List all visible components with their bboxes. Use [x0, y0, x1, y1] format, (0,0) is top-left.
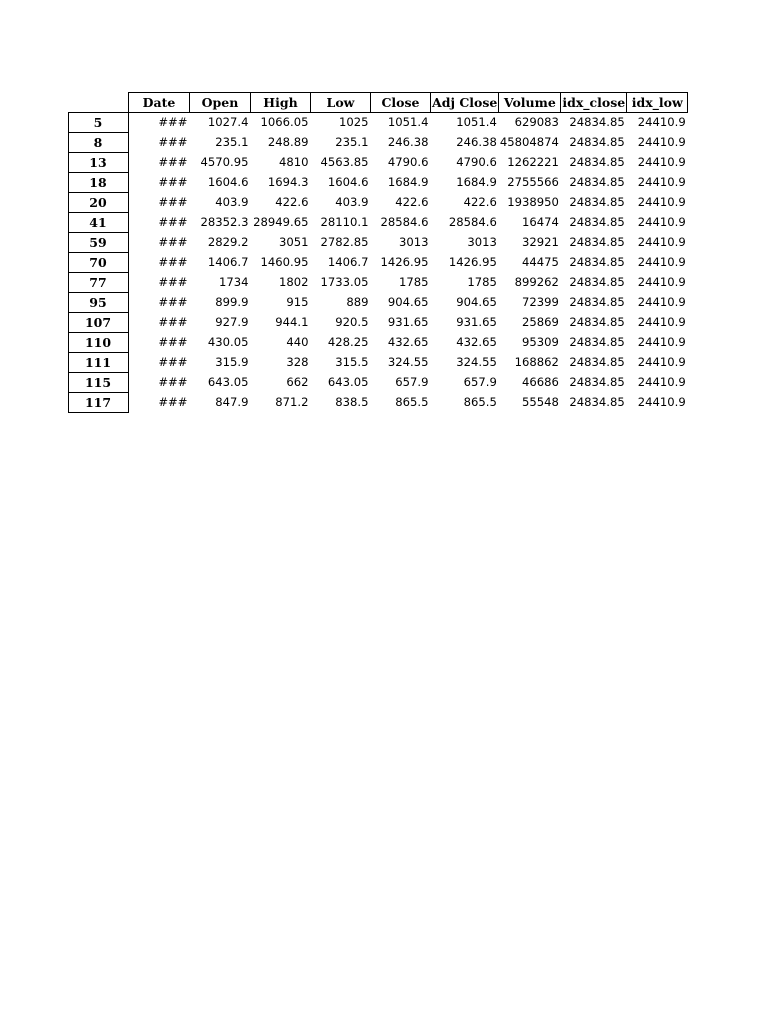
cell-adj-close: 28584.6 — [448, 215, 497, 229]
cell-idx-low: 24410.9 — [637, 115, 686, 130]
row-index: 110 — [69, 333, 129, 353]
cell-volume: 45804874 — [499, 135, 559, 149]
cell-adj-close: 904.65 — [456, 295, 497, 309]
row-index: 20 — [69, 193, 129, 213]
row-index: 5 — [69, 113, 129, 133]
cell-adj-close: 324.55 — [456, 355, 497, 369]
cell-adj-close: 657.9 — [463, 375, 497, 389]
cell-idx-low: 24410.9 — [637, 395, 686, 409]
cell-idx-low: 24410.9 — [637, 315, 686, 329]
table-row — [69, 313, 688, 333]
cell-open: 1406.7 — [207, 255, 249, 269]
cell-idx-close: 24834.85 — [569, 275, 625, 289]
cell-volume: 899262 — [514, 275, 559, 289]
cell-volume: 1938950 — [507, 195, 559, 209]
table-row — [69, 293, 688, 313]
table-row — [69, 393, 688, 413]
cell-open: 1027.4 — [207, 115, 249, 130]
cell-idx-close: 24834.85 — [569, 255, 625, 269]
row-index: 111 — [69, 353, 129, 373]
cell-date: ### — [158, 395, 188, 409]
cell-open: 28352.3 — [200, 215, 249, 229]
cell-volume: 72399 — [521, 295, 559, 309]
cell-close: 904.65 — [387, 295, 429, 309]
row-index: 13 — [69, 153, 129, 173]
table-row — [69, 233, 688, 253]
column-header-date: Date — [129, 93, 190, 113]
cell-date: ### — [158, 175, 188, 189]
cell-date: ### — [158, 215, 188, 229]
cell-volume: 1262221 — [507, 155, 559, 169]
cell-adj-close: 422.6 — [463, 195, 497, 209]
cell-open: 235.1 — [215, 135, 249, 149]
row-index: 41 — [69, 213, 129, 233]
cell-idx-low: 24410.9 — [637, 255, 686, 269]
cell-low: 2782.85 — [320, 235, 369, 249]
cell-high: 28949.65 — [253, 215, 309, 229]
cell-adj-close: 931.65 — [456, 315, 497, 329]
corner-cell — [69, 93, 129, 113]
table-row — [69, 153, 688, 173]
cell-low: 28110.1 — [320, 215, 369, 229]
cell-close: 324.55 — [387, 355, 429, 369]
cell-high: 1802 — [278, 275, 309, 289]
cell-volume: 46686 — [521, 375, 559, 389]
column-header-idx-close: idx_close — [561, 93, 627, 113]
cell-volume: 2755566 — [507, 175, 559, 189]
row-index: 8 — [69, 133, 129, 153]
cell-idx-close: 24834.85 — [569, 155, 625, 169]
cell-open: 847.9 — [215, 395, 249, 409]
cell-low: 428.25 — [327, 335, 369, 349]
cell-high: 944.1 — [275, 315, 309, 329]
cell-idx-low: 24410.9 — [637, 175, 686, 189]
row-index: 70 — [69, 253, 129, 273]
table-row — [69, 373, 688, 393]
cell-open: 1734 — [218, 275, 249, 289]
cell-low: 4563.85 — [320, 155, 369, 169]
cell-volume: 95309 — [521, 335, 559, 349]
cell-idx-close: 24834.85 — [569, 295, 625, 309]
cell-close: 3013 — [398, 235, 429, 249]
cell-date: ### — [158, 315, 188, 329]
cell-idx-close: 24834.85 — [569, 235, 625, 249]
table-body — [69, 113, 688, 413]
cell-low: 403.9 — [335, 195, 369, 209]
cell-date: ### — [158, 115, 188, 130]
cell-low: 315.5 — [335, 355, 369, 369]
cell-low: 235.1 — [335, 135, 369, 149]
cell-close: 1426.95 — [380, 255, 429, 269]
cell-volume: 168862 — [514, 355, 559, 369]
header-row — [69, 93, 688, 113]
cell-idx-close: 24834.85 — [569, 115, 625, 130]
cell-idx-low: 24410.9 — [637, 335, 686, 349]
cell-adj-close: 1426.95 — [448, 255, 497, 269]
cell-idx-low: 24410.9 — [637, 155, 686, 169]
cell-open: 403.9 — [215, 195, 249, 209]
cell-open: 315.9 — [215, 355, 249, 369]
cell-high: 3051 — [278, 235, 309, 249]
cell-idx-close: 24834.85 — [569, 135, 625, 149]
cell-open: 643.05 — [207, 375, 249, 389]
cell-low: 1406.7 — [327, 255, 369, 269]
cell-date: ### — [158, 335, 188, 349]
column-header-close: Close — [371, 93, 431, 113]
cell-date: ### — [158, 275, 188, 289]
cell-close: 422.6 — [395, 195, 429, 209]
cell-close: 1785 — [398, 275, 429, 289]
cell-high: 422.6 — [275, 195, 309, 209]
cell-adj-close: 246.38 — [456, 135, 497, 149]
cell-idx-close: 24834.85 — [569, 315, 625, 329]
cell-high: 1066.05 — [260, 115, 309, 130]
cell-date: ### — [158, 295, 188, 309]
cell-close: 657.9 — [395, 375, 429, 389]
table-row — [69, 333, 688, 353]
row-index: 59 — [69, 233, 129, 253]
cell-high: 440 — [286, 335, 309, 349]
cell-low: 920.5 — [335, 315, 369, 329]
cell-volume: 55548 — [521, 395, 559, 409]
column-header-volume: Volume — [499, 93, 561, 113]
cell-date: ### — [158, 155, 188, 169]
cell-close: 246.38 — [387, 135, 429, 149]
cell-idx-low: 24410.9 — [637, 195, 686, 209]
cell-adj-close: 3013 — [467, 235, 497, 249]
table-row — [69, 273, 688, 293]
cell-adj-close: 1051.4 — [456, 115, 497, 130]
cell-idx-close: 24834.85 — [569, 395, 625, 409]
cell-date: ### — [158, 135, 188, 149]
table-row — [69, 113, 688, 133]
cell-volume: 32921 — [521, 235, 559, 249]
cell-close: 28584.6 — [380, 215, 429, 229]
cell-idx-low: 24410.9 — [637, 235, 686, 249]
cell-date: ### — [158, 195, 188, 209]
cell-low: 1604.6 — [327, 175, 369, 189]
cell-open: 430.05 — [207, 335, 249, 349]
cell-adj-close: 4790.6 — [456, 155, 497, 169]
cell-date: ### — [158, 255, 188, 269]
cell-adj-close: 432.65 — [456, 335, 497, 349]
cell-idx-close: 24834.85 — [569, 215, 625, 229]
cell-open: 899.9 — [215, 295, 249, 309]
row-index: 115 — [69, 373, 129, 393]
row-index: 18 — [69, 173, 129, 193]
cell-close: 432.65 — [387, 335, 429, 349]
cell-idx-low: 24410.9 — [637, 215, 686, 229]
row-index: 107 — [69, 313, 129, 333]
table-row — [69, 213, 688, 233]
table-row — [69, 253, 688, 273]
cell-idx-close: 24834.85 — [569, 195, 625, 209]
cell-idx-close: 24834.85 — [569, 355, 625, 369]
row-index: 117 — [69, 393, 129, 413]
cell-high: 248.89 — [267, 135, 309, 149]
cell-high: 1460.95 — [260, 255, 309, 269]
cell-idx-close: 24834.85 — [569, 375, 625, 389]
column-header-adj-close: Adj Close — [431, 93, 499, 113]
cell-low: 889 — [346, 295, 369, 309]
cell-low: 1025 — [338, 115, 369, 130]
cell-adj-close: 865.5 — [463, 395, 497, 409]
cell-close: 1684.9 — [387, 175, 429, 189]
cell-date: ### — [158, 235, 188, 249]
cell-idx-close: 24834.85 — [569, 175, 625, 189]
cell-idx-low: 24410.9 — [637, 375, 686, 389]
cell-close: 1051.4 — [387, 115, 429, 130]
table-row — [69, 193, 688, 213]
cell-close: 4790.6 — [387, 155, 429, 169]
cell-high: 1694.3 — [267, 175, 309, 189]
cell-low: 643.05 — [327, 375, 369, 389]
cell-open: 2829.2 — [207, 235, 249, 249]
cell-idx-low: 24410.9 — [637, 355, 686, 369]
table-row — [69, 173, 688, 193]
cell-volume: 629083 — [514, 115, 559, 130]
row-index: 95 — [69, 293, 129, 313]
cell-high: 662 — [286, 375, 309, 389]
row-index: 77 — [69, 273, 129, 293]
column-header-idx-low: idx_low — [627, 93, 688, 113]
cell-close: 931.65 — [387, 315, 429, 329]
cell-open: 4570.95 — [200, 155, 249, 169]
cell-idx-low: 24410.9 — [637, 275, 686, 289]
table-row — [69, 353, 688, 373]
cell-idx-close: 24834.85 — [569, 335, 625, 349]
cell-open: 927.9 — [215, 315, 249, 329]
column-header-high: High — [251, 93, 311, 113]
cell-low: 838.5 — [335, 395, 369, 409]
cell-volume: 25869 — [521, 315, 559, 329]
cell-idx-low: 24410.9 — [637, 295, 686, 309]
table-row — [69, 133, 688, 153]
cell-high: 4810 — [278, 155, 309, 169]
cell-adj-close: 1785 — [467, 275, 497, 289]
cell-date: ### — [158, 375, 188, 389]
column-header-open: Open — [190, 93, 251, 113]
cell-high: 871.2 — [275, 395, 309, 409]
cell-low: 1733.05 — [320, 275, 369, 289]
cell-high: 915 — [286, 295, 309, 309]
cell-volume: 16474 — [521, 215, 559, 229]
cell-high: 328 — [286, 355, 309, 369]
cell-date: ### — [158, 355, 188, 369]
cell-idx-low: 24410.9 — [637, 135, 686, 149]
cell-close: 865.5 — [395, 395, 429, 409]
cell-open: 1604.6 — [207, 175, 249, 189]
cell-volume: 44475 — [521, 255, 559, 269]
data-table — [68, 92, 688, 413]
cell-adj-close: 1684.9 — [456, 175, 497, 189]
column-header-low: Low — [311, 93, 371, 113]
